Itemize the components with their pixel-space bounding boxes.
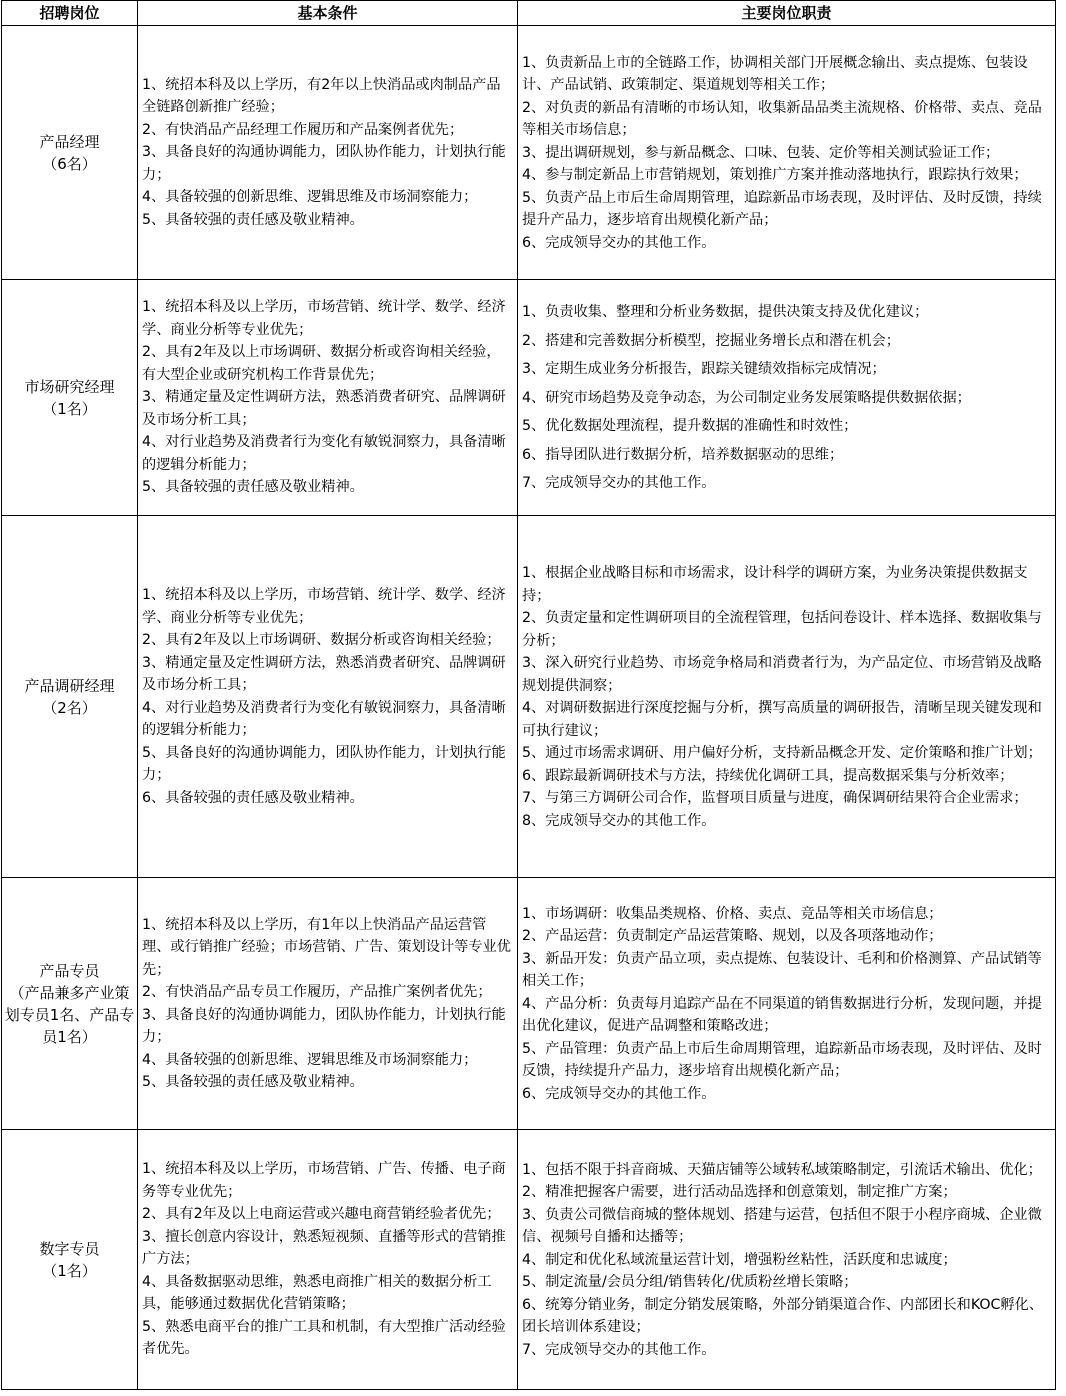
- duty-item: 1、根据企业战略目标和市场需求，设计科学的调研方案，为业务决策提供数据支持；: [522, 565, 1028, 604]
- duty-item: 6、完成领导交办的其他工作。: [522, 1085, 716, 1102]
- duty-item: 3、负责公司微信商城的整体规划、搭建与运营，包括但不限于小程序商城、企业微信、视频号自播和达播等；: [522, 1206, 1042, 1246]
- condition-item: 5、具备较强的责任感及敬业精神。: [142, 479, 364, 496]
- condition-item: 6、具备较强的责任感及敬业精神。: [142, 789, 364, 806]
- duty-item: 2、产品运营：负责制定产品运营策略、规划，以及各项落地动作；: [522, 928, 943, 945]
- position-title: 产品经理: [39, 132, 100, 151]
- duty-item: 2、负责定量和定性调研项目的全流程管理，包括问卷设计、样本选择、数据收集与分析；: [522, 610, 1042, 649]
- condition-item: 3、精通定量及定性调研方法，熟悉消费者研究、品牌调研及市场分析工具；: [142, 389, 506, 428]
- table-row: [2, 26, 1056, 280]
- duty-item: 2、精准把握客户需要，进行活动品选择和创意策划，制定推广方案；: [522, 1184, 957, 1201]
- condition-item: 1、统招本科及以上学历，有2年以上快消品或肉制品产品全链路创新推广经验；: [142, 76, 501, 116]
- condition-item: 3、精通定量及定性调研方法，熟悉消费者研究、品牌调研及市场分析工具；: [142, 654, 506, 693]
- condition-item: 4、对行业趋势及消费者行为变化有敏锐洞察力，具备清晰的逻辑分析能力；: [142, 699, 506, 738]
- duty-item: 1、负责新品上市的全链路工作，协调相关部门开展概念输出、卖点提炼、包装设计、产品试销、政策制定、渠道规划等相关工作；: [522, 54, 1028, 94]
- position-headcount: （6名）: [42, 154, 97, 173]
- header-conditions: 基本条件: [138, 1, 518, 26]
- duty-item: 1、市场调研：收集品类规格、价格、卖点、竞品等相关市场信息；: [522, 905, 943, 922]
- duty-item: 1、负责收集、整理和分析业务数据，提供决策支持及优化建议；: [522, 304, 929, 321]
- position-title: 市场研究经理: [24, 377, 115, 396]
- duty-item: 4、制定和优化私域流量运营计划，增强粉丝粘性，活跃度和忠诚度；: [522, 1251, 957, 1268]
- duty-item: 1、包括不限于抖音商城、天猫店铺等公域转私域策略制定，引流话术输出、优化；: [522, 1161, 1042, 1178]
- header-position: 招聘岗位: [2, 1, 138, 26]
- condition-item: 4、对行业趋势及消费者行为变化有敏锐洞察力，具备清晰的逻辑分析能力；: [142, 434, 506, 473]
- table-row: [2, 280, 1056, 516]
- duty-item: 3、提出调研规划，参与新品概念、口味、包装、定价等相关测试验证工作；: [522, 144, 1000, 161]
- duty-item: 4、研究市场趋势及竞争动态，为公司制定业务发展策略提供数据依据；: [522, 389, 971, 406]
- duties-cell: [518, 26, 1056, 280]
- header-row: [2, 1, 1056, 26]
- condition-item: 4、具备数据驱动思维，熟悉电商推广相关的数据分析工具，能够通过数据优化营销策略；: [142, 1273, 492, 1313]
- duty-item: 6、指导团队进行数据分析，培养数据驱动的思维；: [522, 446, 844, 463]
- duty-item: 7、完成领导交办的其他工作。: [522, 1341, 716, 1358]
- duty-item: 5、制定流量/会员分组/销售转化/优质粉丝增长策略；: [522, 1274, 858, 1291]
- condition-item: 5、熟悉电商平台的推广工具和机制，有大型推广活动经验者优先。: [142, 1318, 506, 1358]
- condition-item: 5、具备较强的责任感及敬业精神。: [142, 1074, 364, 1090]
- table-row: [2, 1130, 1056, 1390]
- recruitment-table: [1, 0, 1056, 1390]
- condition-item: 5、具备较强的责任感及敬业精神。: [142, 211, 364, 228]
- condition-item: 3、具备良好的沟通协调能力，团队协作能力，计划执行能力；: [142, 144, 506, 183]
- position-cell: [2, 878, 138, 1130]
- duty-item: 7、与第三方调研公司合作，监督项目质量与进度，确保调研结果符合企业需求；: [522, 790, 1028, 806]
- table-row: [2, 878, 1056, 1130]
- duty-item: 5、负责产品上市后生命周期管理，追踪新品市场表现，及时评估、及时反馈，持续提升产品力，逐步培育出规模化新产品；: [522, 189, 1042, 229]
- condition-item: 3、具备良好的沟通协调能力，团队协作能力，计划执行能力；: [142, 1006, 506, 1045]
- position-headcount: （1名）: [42, 399, 97, 418]
- position-headcount: （1名）: [42, 1261, 97, 1280]
- conditions-cell: [138, 878, 518, 1130]
- condition-item: 5、具备良好的沟通协调能力，团队协作能力，计划执行能力；: [142, 744, 506, 783]
- position-title: 产品专员: [39, 961, 100, 980]
- duty-item: 5、通过市场需求调研、用户偏好分析，支持新品概念开发、定价策略和推广计划；: [522, 745, 1042, 761]
- table-row: [2, 516, 1056, 878]
- conditions-cell: [138, 280, 518, 516]
- condition-item: 1、统招本科及以上学历，市场营销、广告、传播、电子商务等专业优先；: [142, 1161, 506, 1200]
- position-cell: [2, 516, 138, 878]
- duty-item: 5、产品管理：负责产品上市后生命周期管理，追踪新品市场表现，及时评估、及时反馈，持续提升产品力，逐步培育出规模化新产品；: [522, 1040, 1042, 1080]
- condition-item: 2、有快消品产品经理工作履历和产品案例者优先；: [142, 121, 464, 138]
- duty-item: 4、产品分析：负责每月追踪产品在不同渠道的销售数据进行分析，发现问题，并提出优化建议，促进产品调整和策略改进；: [522, 995, 1042, 1035]
- duty-item: 6、统筹分销业务，制定分销发展策略，外部分销渠道合作、内部团长和KOC孵化、团长培训体系建设；: [522, 1296, 1044, 1336]
- duties-cell: [518, 878, 1056, 1130]
- duty-item: 7、完成领导交办的其他工作。: [522, 475, 716, 492]
- duty-item: 6、完成领导交办的其他工作。: [522, 234, 716, 251]
- condition-item: 1、统招本科及以上学历，有1年以上快消品产品运营管理、或行销推广经验；市场营销、广告、策划设计等专业优先；: [142, 916, 511, 978]
- condition-item: 4、具备较强的创新思维、逻辑思维及市场洞察能力；: [142, 1051, 478, 1068]
- condition-item: 2、具有2年及以上电商运营或兴趣电商营销经验者优先；: [142, 1206, 501, 1223]
- position-cell: [2, 26, 138, 280]
- duty-item: 2、搭建和完善数据分析模型，挖掘业务增长点和潜在机会；: [522, 332, 900, 349]
- duty-item: 4、对调研数据进行深度挖掘与分析，撰写高质量的调研报告，清晰呈现关键发现和可执行建议；: [522, 700, 1042, 739]
- duty-item: 3、新品开发：负责产品立项，卖点提炼、包装设计、毛利和价格测算、产品试销等相关工作；: [522, 950, 1042, 990]
- position-headcount: （产品兼多产业策划专员1名、产品专员1名）: [4, 983, 135, 1046]
- duty-item: 5、优化数据处理流程，提升数据的准确性和时效性；: [522, 418, 858, 435]
- position-headcount: （2名）: [42, 698, 97, 717]
- condition-item: 1、统招本科及以上学历，市场营销、统计学、数学、经济学、商业分析等专业优先；: [142, 587, 506, 626]
- duty-item: 3、定期生成业务分析报告，跟踪关键绩效指标完成情况；: [522, 361, 886, 378]
- condition-item: 1、统招本科及以上学历，市场营销、统计学、数学、经济学、商业分析等专业优先；: [142, 299, 506, 338]
- position-title: 产品调研经理: [24, 676, 115, 695]
- duty-item: 4、参与制定新品上市营销规划，策划推广方案并推动落地执行，跟踪执行效果；: [522, 167, 1028, 184]
- condition-item: 2、具有2年及以上市场调研、数据分析或咨询相关经验，有大型企业或研究机构工作背景优先；: [142, 344, 501, 383]
- position-title: 数字专员: [39, 1239, 100, 1258]
- duties-cell: [518, 516, 1056, 878]
- position-cell: [2, 1130, 138, 1390]
- condition-item: 3、擅长创意内容设计，熟悉短视频、直播等形式的营销推广方法；: [142, 1228, 506, 1268]
- condition-item: 4、具备较强的创新思维、逻辑思维及市场洞察能力；: [142, 189, 478, 206]
- duty-item: 3、深入研究行业趋势、市场竞争格局和消费者行为，为产品定位、市场营销及战略规划提供洞察；: [522, 655, 1042, 694]
- duty-item: 6、跟踪最新调研技术与方法，持续优化调研工具，提高数据采集与分析效率；: [522, 767, 1014, 784]
- duties-cell: [518, 1130, 1056, 1390]
- conditions-cell: [138, 26, 518, 280]
- condition-item: 2、具有2年及以上市场调研、数据分析或咨询相关经验；: [142, 632, 501, 648]
- conditions-cell: [138, 1130, 518, 1390]
- duties-cell: [518, 280, 1056, 516]
- header-duties: 主要岗位职责: [518, 1, 1056, 26]
- duty-item: 8、完成领导交办的其他工作。: [522, 812, 716, 829]
- conditions-cell: [138, 516, 518, 878]
- condition-item: 2、有快消品产品专员工作履历，产品推广案例者优先；: [142, 984, 492, 1000]
- duty-item: 2、对负责的新品有清晰的市场认知，收集新品品类主流规格、价格带、卖点、竞品等相关市场信息；: [522, 99, 1042, 139]
- position-cell: [2, 280, 138, 516]
